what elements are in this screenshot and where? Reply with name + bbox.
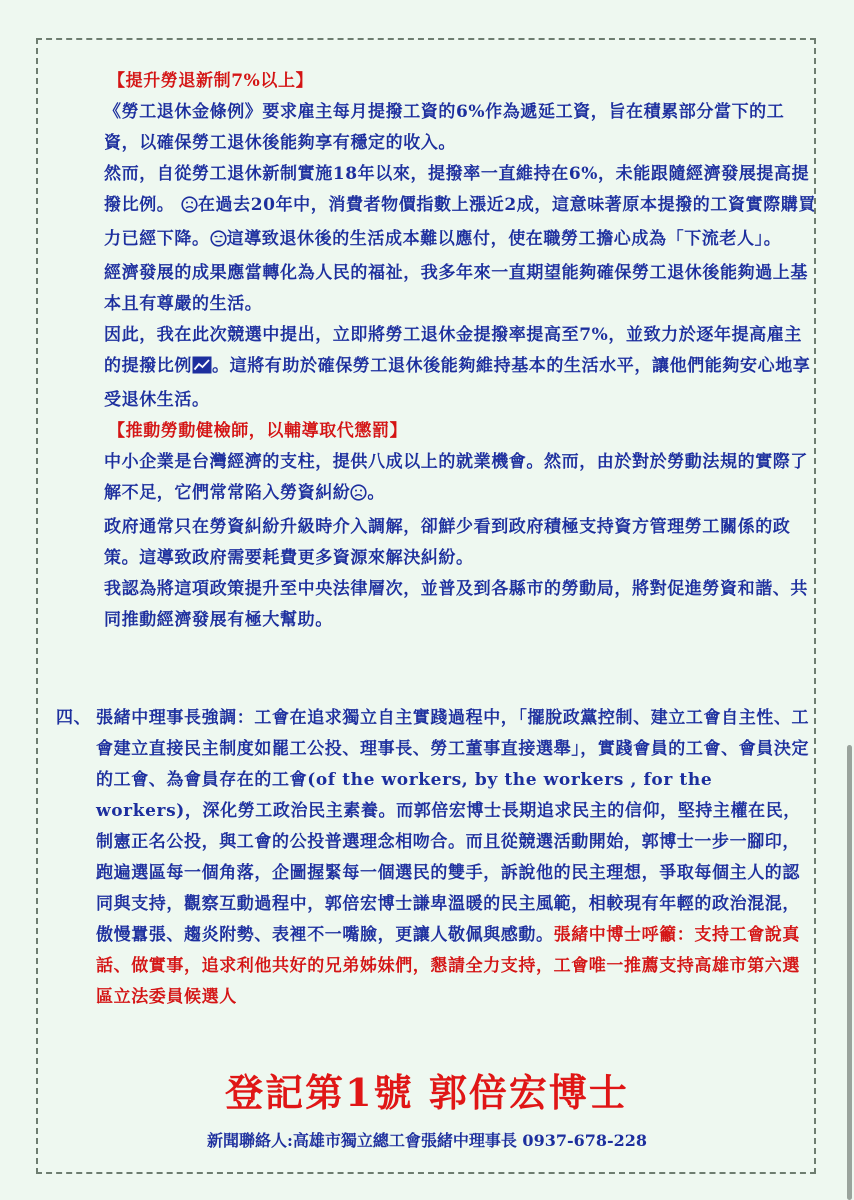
section-four-call: 張緒中博士呼籲：支持工會說真話、做實事，追求利他共好的兄弟姊妹們，懇請全力支持，工會唯一推薦支持高雄市第六選區立法委員候選人 xyxy=(96,925,801,1007)
section-four-body xyxy=(96,703,816,1013)
pension-text-2c: 這導致退休後的生活成本難以應付，使在職勞工擔心成為「下流老人」。 xyxy=(226,229,782,249)
sad-face-icon xyxy=(350,481,367,512)
section-four-text: 張緒中理事長強調：工會在追求獨立自主實踐過程中，「擺脫政黨控制、建立工會自主性、工會建立直接民主制度如罷工公投、理事長、勞工董事直接選舉」，實踐會員的工會、會員決定的工會、為會員存在的工會(of the workers, by the workers , for the workers)，深化勞工政治民主素養。而郭倍宏博士長期追求民主的信仰，堅持主權在民，制憲正名公投，與工會的公投普選理念相吻合。而且從競選活動開始，郭博士一步一腳印，跑遍選區每一個角落，企圖握緊每一個選民的雙手，訴說他的民主理想，爭取每個主人的認同與支持，觀察互動過程中，郭倍宏博士謙卑溫暖的民主風範，相較現有年輕的政治混混，傲慢囂張、趨炎附勢、表裡不一嘴臉，更讓人敬佩與感動。 xyxy=(96,708,810,945)
inspector-paragraph-1 xyxy=(104,447,816,512)
pension-paragraph-3: 經濟發展的成果應當轉化為人民的福祉，我多年來一直期望能夠確保勞工退休後能夠過上基本且有尊嚴的生活。 xyxy=(104,263,808,314)
inspector-heading: 【推動勞動健檢師，以輔導取代懲罰】 xyxy=(108,421,408,441)
worried-face-icon xyxy=(210,227,227,258)
pension-paragraph-4 xyxy=(104,320,816,416)
pension-paragraph-1: 《勞工退休金條例》要求雇主每月提撥工資的6%作為遞延工資，旨在積累部分當下的工資，以確保勞工退休後能夠享有穩定的收入。 xyxy=(104,102,785,153)
inspector-text-1b: 。 xyxy=(367,483,386,503)
pension-text-4a: 因此，我在此次競選中提出，立即將勞工退休金提撥率提高至7%，並致力於逐年提高雇主的提撥比例 xyxy=(104,325,802,376)
inspector-paragraph-2: 政府通常只在勞資糾紛升級時介入調解，卻鮮少看到政府積極支持資方管理勞工關係的政策。這導致政府需要耗費更多資源來解決糾紛。 xyxy=(104,517,791,568)
section-four xyxy=(56,703,816,1013)
pension-text-4b: 。這將有助於確保勞工退休後能夠維持基本的生活水平，讓他們能夠安心地享受退休生活。 xyxy=(104,356,811,410)
pension-text-2b: 在過去20年中，消費者物價指數上漲近2成，這意味著原本提撥的工資實際購買力已經下降。 xyxy=(104,195,817,249)
candidate-title: 登記第1號 郭倍宏博士 xyxy=(225,1070,629,1115)
sad-face-icon xyxy=(181,193,198,224)
section-four-label: 四、 xyxy=(56,708,92,728)
pension-heading: 【提升勞退新制7%以上】 xyxy=(108,71,314,91)
inspector-text-1a: 中小企業是台灣經濟的支柱，提供八成以上的就業機會。然而，由於對於勞動法規的實際了解不足，它們常常陷入勞資糾紛 xyxy=(104,452,808,503)
inspector-paragraph-3: 我認為將這項政策提升至中央法律層次，並普及到各縣市的勞動局，將對促進勞資和諧、共同推動經濟發展有極大幫助。 xyxy=(104,579,808,630)
pension-text-2a: 然而，自從勞工退休新制實施18年以來，提撥率一直維持在6%，未能跟隨經濟發展提高提撥比例。 xyxy=(104,164,810,215)
contact-line: 新聞聯絡人:高雄市獨立總工會張緒中理事長 0937-678-228 xyxy=(206,1131,648,1150)
pension-section xyxy=(104,66,816,636)
rising-chart-icon xyxy=(192,354,212,385)
pension-paragraph-2 xyxy=(104,159,816,258)
